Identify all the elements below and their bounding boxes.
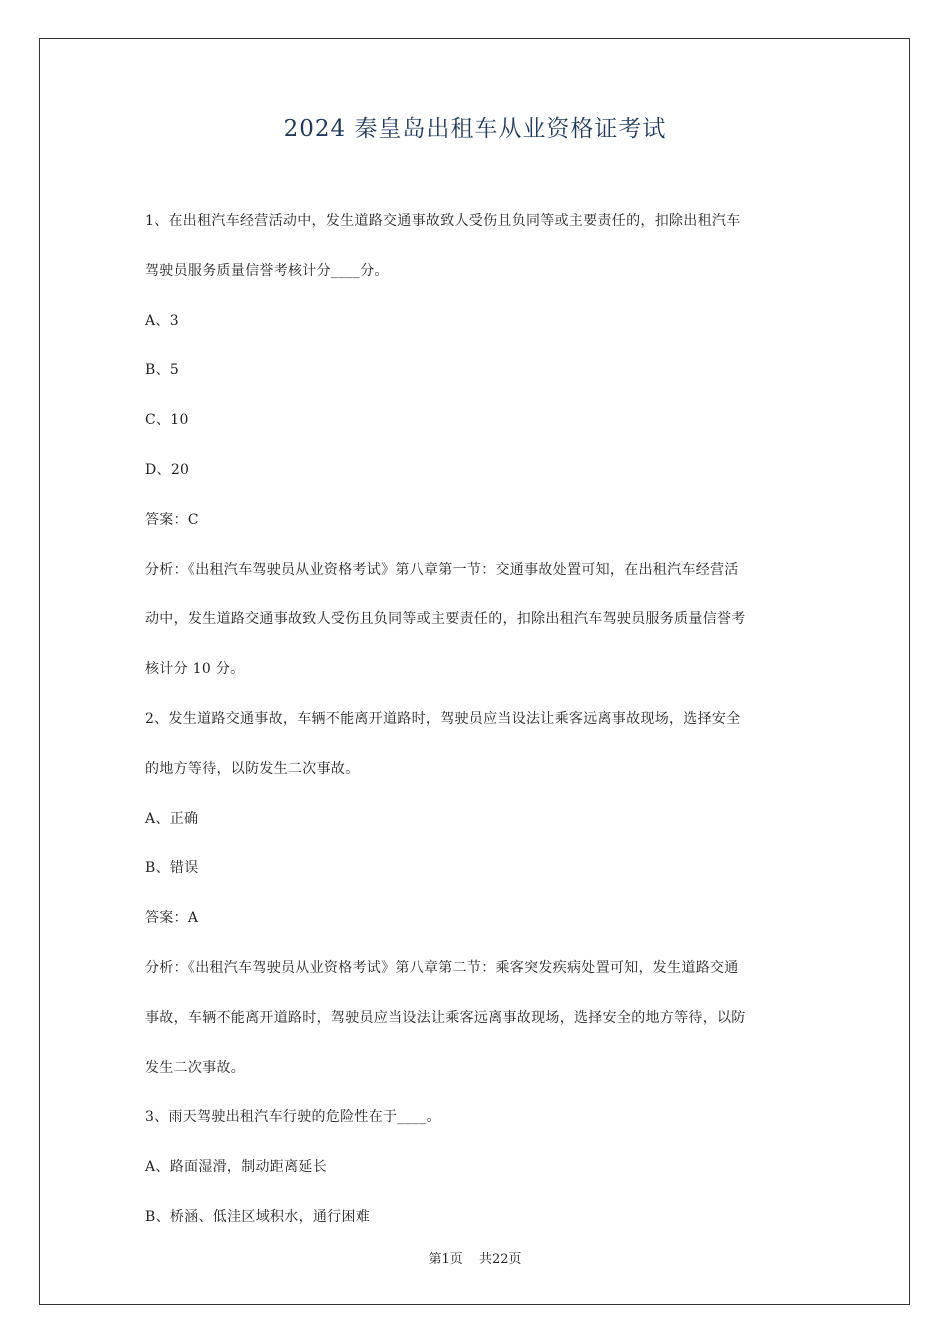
question-3-option-b: B、桥涵、低洼区域积水，通行困难 — [145, 1208, 371, 1225]
question-1-text-line-2: 驾驶员服务质量信誉考核计分____分。 — [145, 262, 389, 279]
question-2-analysis-line-2: 事故，车辆不能离开道路时，驾驶员应当设法让乘客远离事故现场，选择安全的地方等待，以防 — [145, 1009, 746, 1026]
question-1-text-line-1: 1、在出租汽车经营活动中，发生道路交通事故致人受伤且负同等或主要责任的，扣除出租汽车 — [145, 213, 741, 229]
question-1-analysis-line-2: 动中，发生道路交通事故致人受伤且负同等或主要责任的，扣除出租汽车驾驶员服务质量信誉考 — [145, 611, 746, 628]
question-2-analysis-line-1: 分析：《出租汽车驾驶员从业资格考试》第八章第二节：乘客突发疾病处置可知，发生道路交通 — [145, 959, 739, 976]
document-title: 2024 秦皇岛出租车从业资格证考试 — [283, 116, 667, 142]
question-2-option-b: B、错误 — [145, 860, 199, 877]
page-number: 第1页 — [428, 1252, 463, 1267]
question-1-analysis-line-1: 分析：《出租汽车驾驶员从业资格考试》第八章第一节：交通事故处置可知，在出租汽车经营活 — [145, 561, 739, 578]
question-2-answer: 答案：A — [145, 910, 199, 927]
question-2-text-line-1: 2、发生道路交通事故，车辆不能离开道路时，驾驶员应当设法让乘客远离事故现场，选择安全 — [145, 710, 741, 727]
question-1-answer: 答案：C — [145, 511, 199, 528]
question-2-option-a: A、正确 — [145, 810, 199, 827]
document-body — [145, 197, 807, 1243]
question-3-text: 3、雨天驾驶出租汽车行驶的危险性在于____。 — [145, 1109, 441, 1126]
question-2-text-line-2: 的地方等待，以防发生二次事故。 — [145, 760, 360, 777]
question-2-analysis-line-3: 发生二次事故。 — [145, 1059, 246, 1076]
question-1-option-b: B、5 — [145, 362, 180, 379]
question-1-option-d: D、20 — [145, 461, 190, 478]
question-3-option-a: A、路面湿滑，制动距离延长 — [145, 1159, 328, 1176]
question-1-option-a: A、3 — [145, 312, 179, 329]
page-footer — [0, 1248, 950, 1267]
question-1-option-c: C、10 — [145, 412, 189, 429]
page-total: 共22页 — [478, 1252, 522, 1267]
question-1-analysis-line-3: 核计分 10 分。 — [145, 661, 245, 678]
